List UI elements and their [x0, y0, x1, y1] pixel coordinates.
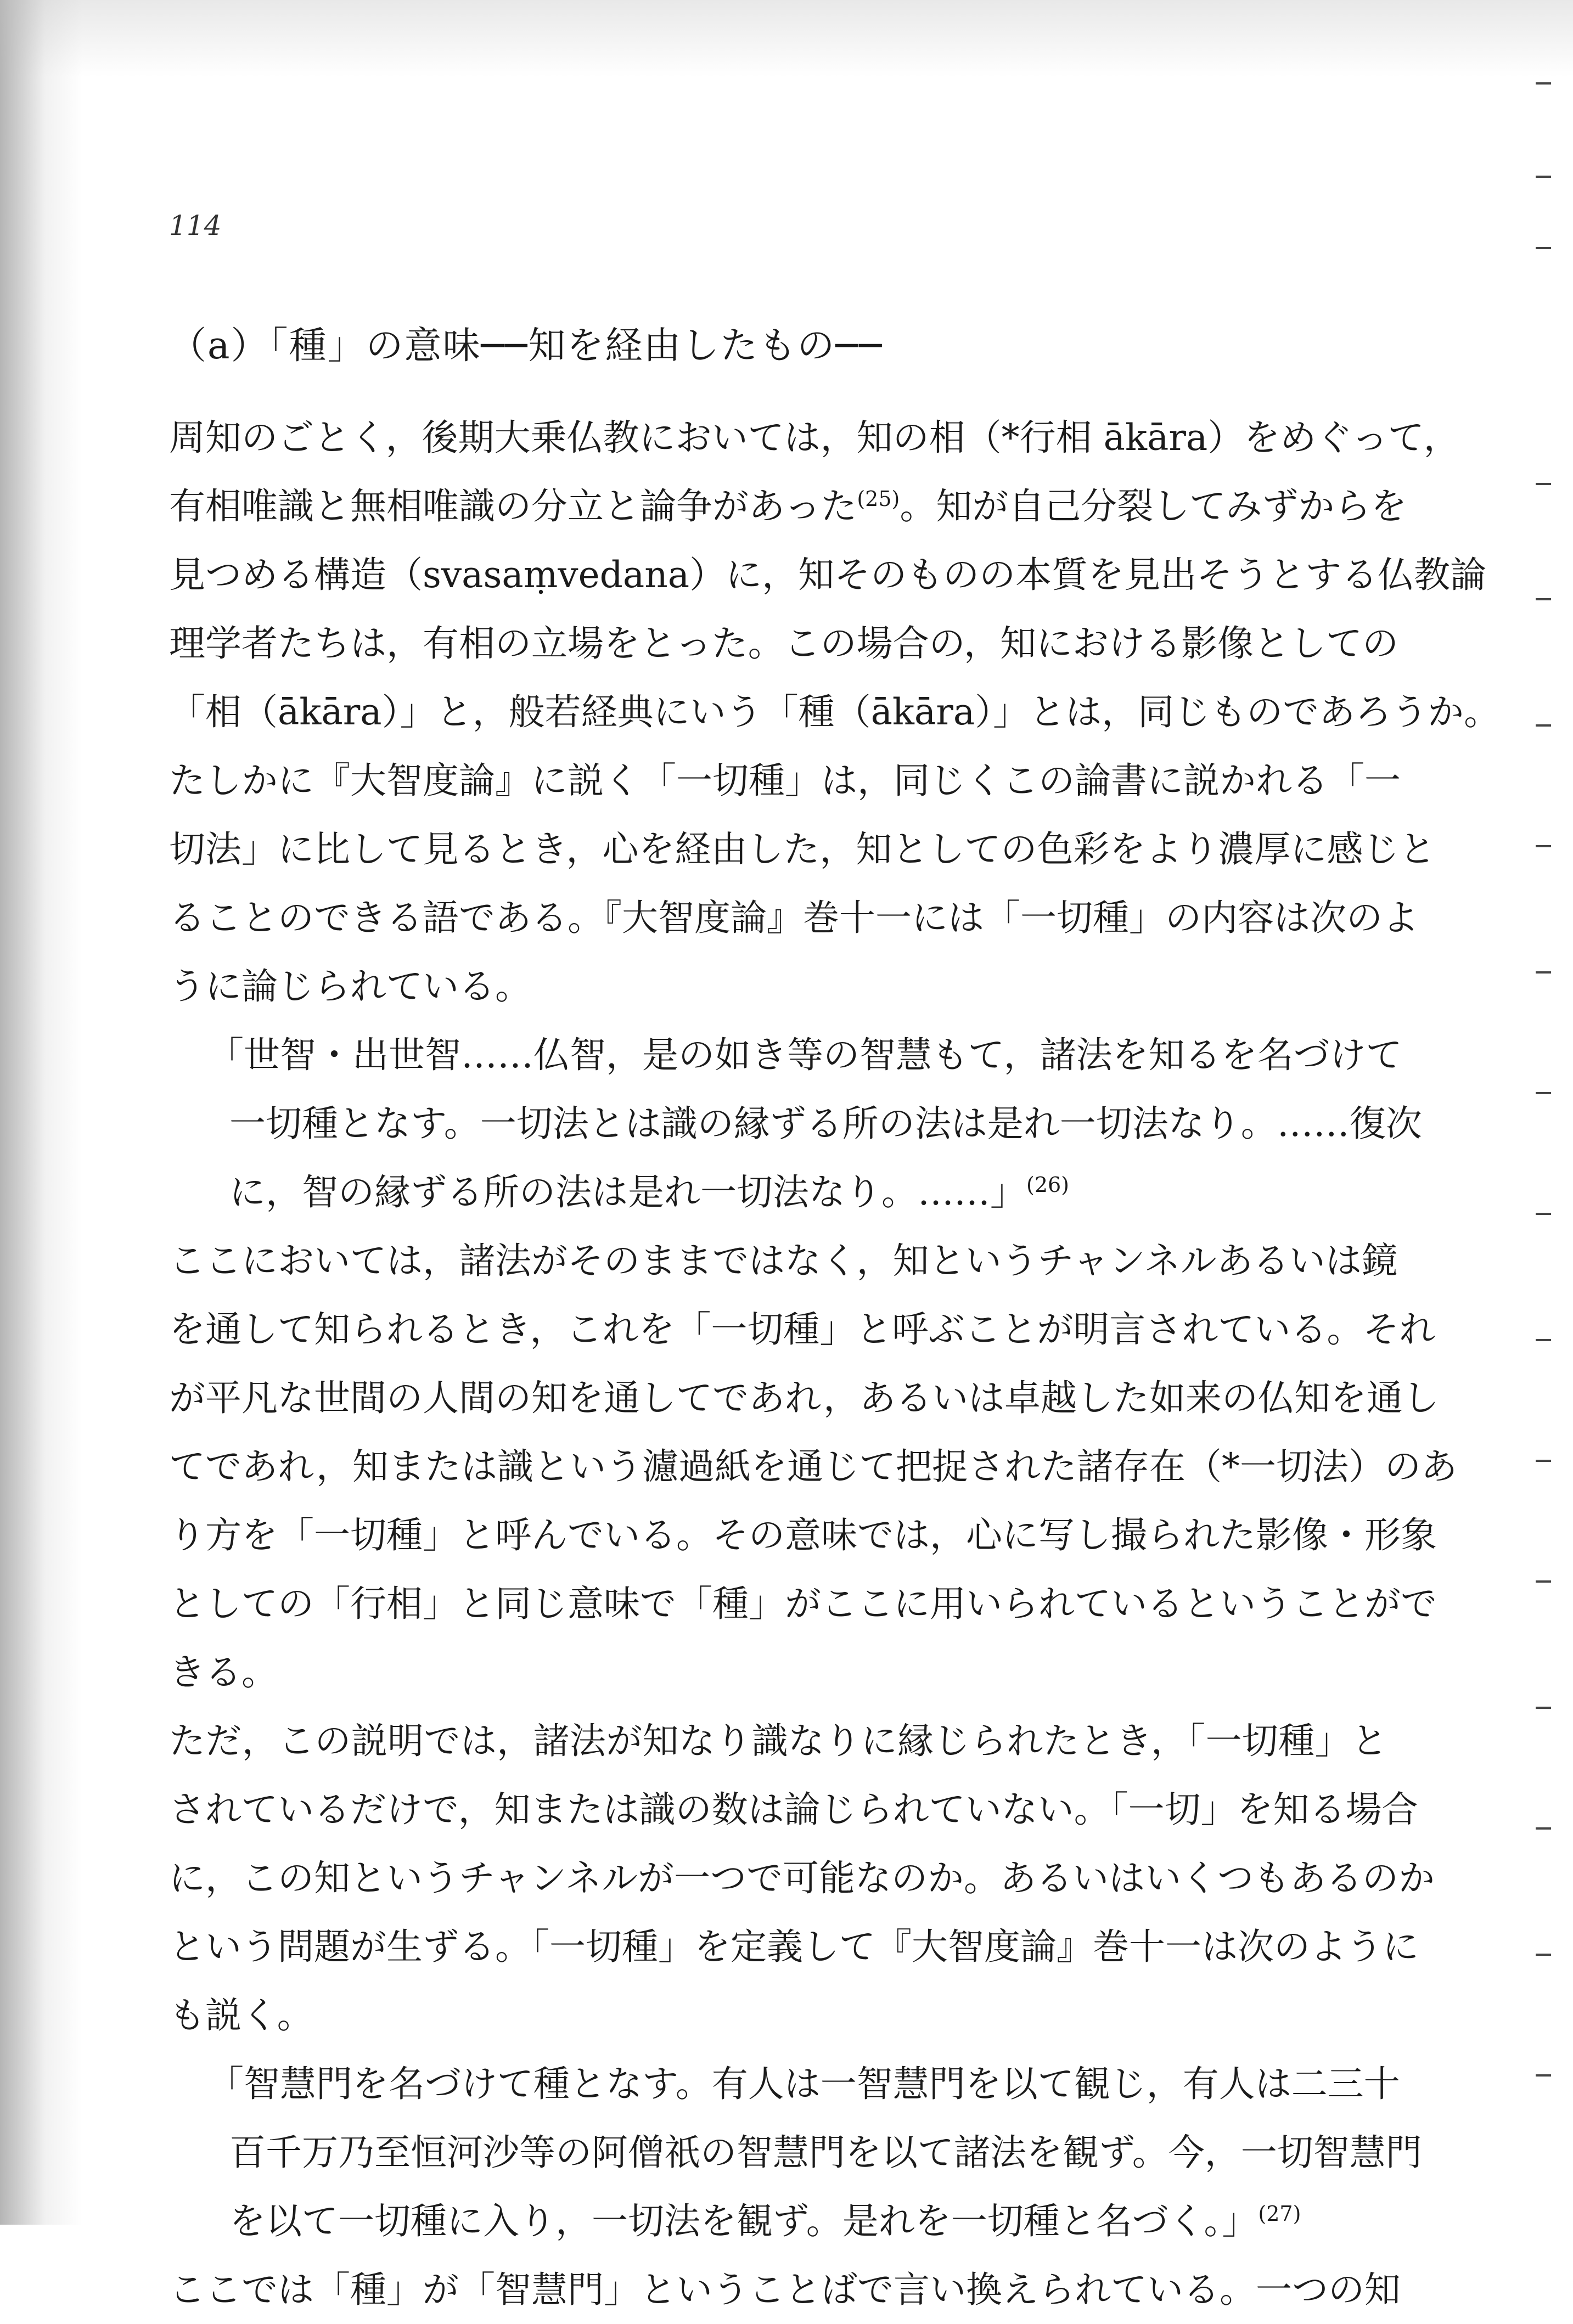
text-line: が平凡な世間の人間の知を通してであれ，あるいは卓越した如来の仏知を通し [169, 1377, 1439, 1419]
text-line: ただ，この説明では，諸法が知なり識なりに縁じられたとき，「一切種」と [169, 1720, 1387, 1762]
text-line: に，この知というチャンネルが一つで可能なのか。あるいはいくつもあるのか [169, 1857, 1435, 1899]
quote-line: を以て一切種に入り，一切法を観ず。是れを一切種と名づく。」$^{(27)}$ [229, 2200, 1301, 2242]
text-line: 理学者たちは，有相の立場をとった。この場合の，知における影像としての [169, 622, 1399, 665]
binding-edge-marks [1518, 0, 1551, 2225]
scan-shadow [0, 0, 82, 2225]
text-line: 切法」に比して見るとき，心を経由した，知としての色彩をより濃厚に感じと [169, 828, 1436, 870]
text-line: されているだけで，知または識の数は論じられていない。「一切」を知る場合 [169, 1788, 1418, 1831]
text-line: 「相（ākāra）」と，般若経典にいう「種（ākāra）」とは，同じものであろうか。 [169, 691, 1501, 733]
text-line: ここにおいては，諸法がそのままではなく，知というチャンネルあるいは鏡 [169, 1240, 1398, 1282]
quote-line: 「世智・出世智……仏智，是の如き等の智慧もて，諸法を知るを名づけて [207, 1034, 1402, 1076]
quote-line: に，智の縁ずる所の法は是れ一切法なり。……」$^{(26)}$ [229, 1171, 1070, 1213]
text-line: も説く。 [169, 1994, 313, 2036]
body-text [169, 403, 1501, 2324]
text-line: たしかに『大智度論』に説く「一切種」は，同じくこの論書に説かれる「一 [169, 759, 1401, 802]
quote-line: 百千万乃至恒河沙等の阿僧祇の智慧門を以て諸法を観ず。今，一切智慧門 [229, 2131, 1422, 2174]
quote-line: 一切種となす。一切法とは識の縁ずる所の法は是れ一切法なり。……復次 [229, 1102, 1422, 1145]
text-line: うに論じられている。 [169, 965, 531, 1008]
text-line: を通して知られるとき，これを「一切種」と呼ぶことが明言されている。それ [169, 1308, 1436, 1350]
text-line: 周知のごとく，後期大乗仏教においては，知の相（*行相 ākāra）をめぐって， [169, 417, 1460, 459]
footnote-ref: (25) [857, 487, 900, 511]
text-line: 見つめる構造（svasaṃvedana）に，知そのものの本質を見出そうとする仏教論 [169, 554, 1487, 596]
text-line: 有相唯識と無相唯識の分立と論争があった$^{(25)}$。知が自己分裂してみずからを [169, 485, 1407, 527]
text-line: ここでは「種」が「智慧門」ということばで言い換えられている。一つの知 [169, 2269, 1401, 2311]
page-number: 114 [169, 210, 222, 241]
text-line: てであれ，知または識という濾過紙を通じて把捉された諸存在（*一切法）のあ [169, 1445, 1457, 1488]
text-line: ることのできる語である。『大智度論』巻十一には「一切種」の内容は次のよ [169, 897, 1419, 939]
quote-line: 「智慧門を名づけて種となす。有人は一智慧門を以て観じ，有人は二三十 [207, 2063, 1400, 2105]
text-line: としての「行相」と同じ意味で「種」がここに用いられているということがで [169, 1583, 1437, 1625]
text-line: という問題が生ずる。「一切種」を定義して『大智度論』巻十一は次のように [169, 1926, 1419, 1968]
text-line: きる。 [169, 1651, 278, 1693]
scan-shadow-top [0, 0, 1573, 77]
section-heading: （a）「種」の意味──知を経由したもの── [169, 324, 883, 368]
footnote-ref: (26) [1026, 1173, 1070, 1197]
text-line: り方を「一切種」と呼んでいる。その意味では，心に写し撮られた影像・形象 [169, 1514, 1437, 1556]
footnote-ref: (27) [1258, 2202, 1301, 2226]
